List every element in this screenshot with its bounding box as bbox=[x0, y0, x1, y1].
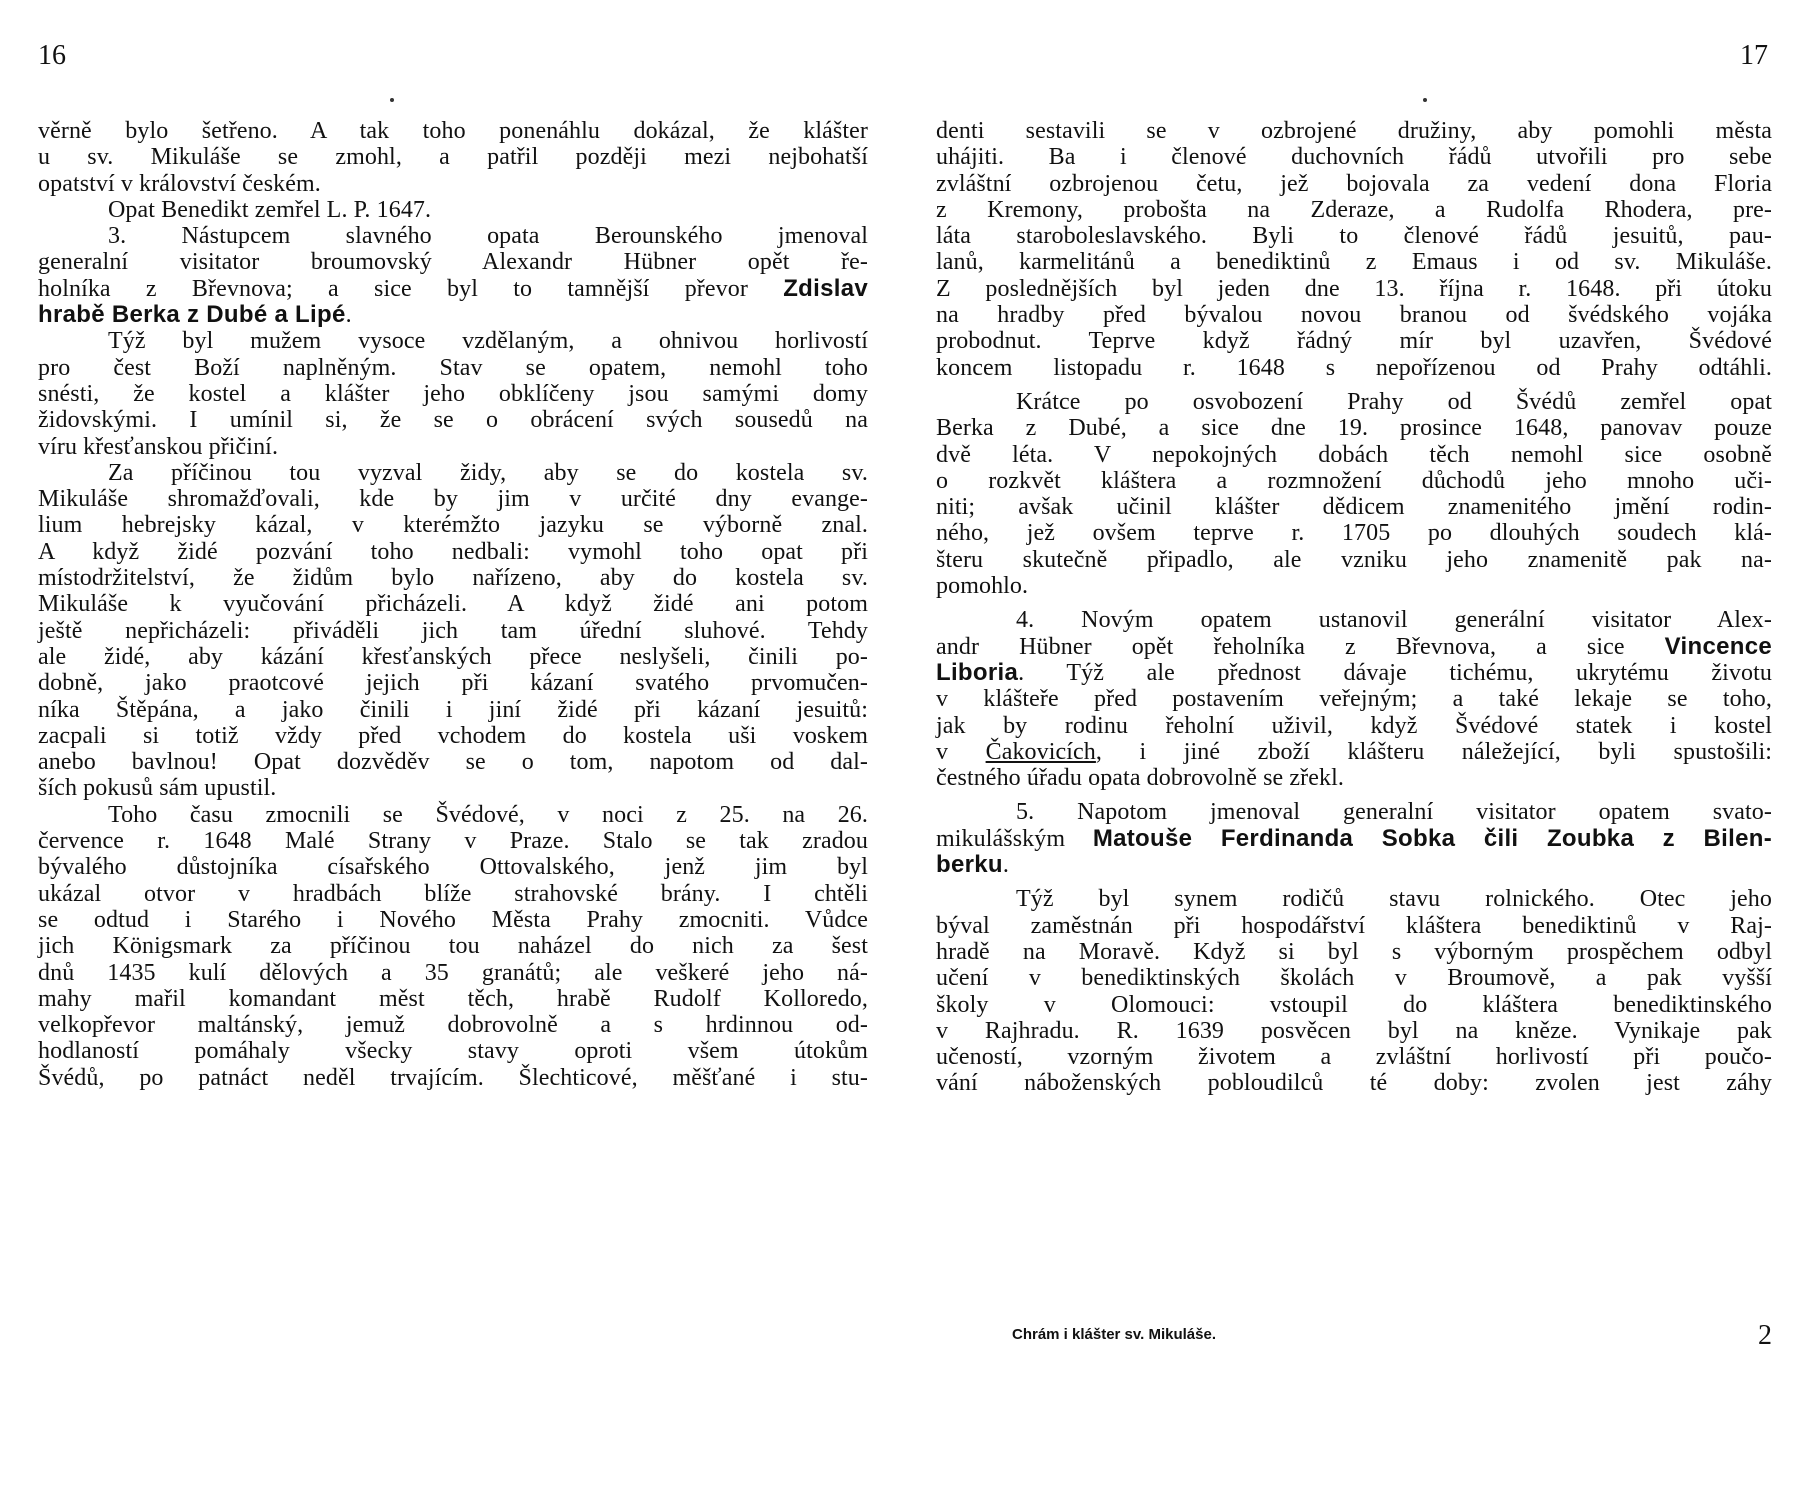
line-text: hodlaností pomáhaly všecky stavy oproti všem útokům bbox=[38, 1038, 868, 1065]
line-text: dnů 1435 kulí dělových a 35 granátů; ale veškeré jeho ná- bbox=[38, 959, 868, 986]
line-text: dvě léta. V nepokojných dobách těch nemohl sice osobně bbox=[936, 441, 1772, 468]
text-line bbox=[936, 302, 1772, 328]
text-line bbox=[38, 749, 868, 775]
page-footer bbox=[936, 1320, 1772, 1354]
paragraph-gap bbox=[936, 791, 1772, 799]
line-text: jich Königsmark za příčinou tou naházel do nich za šest bbox=[38, 933, 868, 960]
line-text: zacpali si totiž vždy před vchodem do kostela uši voskem bbox=[38, 722, 868, 749]
line-text: lium hebrejsky kázal, v kterémžto jazyku se výborně znal. bbox=[38, 512, 868, 539]
line-text: koncem listopadu r. 1648 s nepořízenou od Prahy odtáhli. bbox=[936, 354, 1772, 381]
text-column bbox=[936, 118, 1772, 1097]
line-text: u sv. Mikuláše se zmohl, a patřil později mezi nejbohatší bbox=[38, 144, 868, 171]
line-text: býval zaměstnán při hospodářství kláštera benediktinů v Raj- bbox=[936, 912, 1772, 939]
text-line bbox=[38, 512, 868, 538]
line-text-after: . Týž ale přednost dávaje tichému, ukrytému životu bbox=[1018, 659, 1772, 686]
bold-name: Liboria bbox=[936, 658, 1019, 686]
paragraph-gap bbox=[936, 381, 1772, 389]
text-line bbox=[936, 939, 1772, 965]
paragraph-gap bbox=[936, 599, 1772, 607]
line-text: v klášteře před postavením veřejným; a také lekaje se toho, bbox=[936, 686, 1772, 713]
line-text: Mikuláše shromažďovali, kde by jim v určité dny evange- bbox=[38, 486, 868, 513]
text-line bbox=[936, 144, 1772, 170]
line-text: ších pokusů sám upustil. bbox=[38, 775, 277, 802]
text-line bbox=[38, 460, 868, 486]
text-line bbox=[38, 539, 868, 565]
line-text: ukázal otvor v hradbách blíže strahovské brány. I chtěli bbox=[38, 880, 868, 907]
text-line bbox=[936, 739, 1772, 765]
line-text: v bbox=[936, 738, 986, 765]
line-text: Z poslednějších byl jeden dne 13. října r. 1648. při útoku bbox=[936, 275, 1772, 302]
line-text: víru křesťanskou přičiní. bbox=[38, 433, 279, 460]
line-text: Krátce po osvobození Prahy od Švédů zemřel opat bbox=[1016, 388, 1772, 415]
text-line bbox=[38, 381, 868, 407]
line-text-after: . bbox=[1002, 852, 1009, 879]
text-line bbox=[38, 1012, 868, 1038]
text-line bbox=[936, 442, 1772, 468]
text-line bbox=[936, 249, 1772, 275]
text-line bbox=[936, 713, 1772, 739]
line-text: pomohlo. bbox=[936, 573, 1029, 600]
text-line bbox=[936, 197, 1772, 223]
text-line bbox=[38, 302, 868, 328]
text-line bbox=[936, 171, 1772, 197]
line-text: mikulášským bbox=[936, 825, 1093, 852]
printer-dot bbox=[390, 98, 394, 102]
text-line bbox=[936, 886, 1772, 912]
line-text: místodržitelství, že židům bylo nařízeno, aby do kostela sv. bbox=[38, 565, 868, 592]
text-line bbox=[38, 986, 868, 1012]
text-line bbox=[936, 328, 1772, 354]
bold-name: Matouše Ferdinanda Sobka čili Zoubka z Bilen- bbox=[1092, 824, 1772, 852]
bold-name: Zdislav bbox=[783, 274, 868, 302]
text-line bbox=[936, 1044, 1772, 1070]
text-line bbox=[38, 276, 868, 302]
line-text: ale židé, aby kázání křesťanských přece neslyšeli, činili po- bbox=[38, 643, 868, 670]
line-text: velkopřevor maltánský, jemuž dobrovolně a s hrdinnou od- bbox=[38, 1012, 868, 1039]
signature-mark: 2 bbox=[1758, 1320, 1772, 1351]
text-line bbox=[936, 826, 1772, 852]
text-line bbox=[38, 355, 868, 381]
paragraph-gap bbox=[936, 878, 1772, 886]
text-line bbox=[38, 775, 868, 801]
line-text: uhájiti. Ba i členové duchovních řádů utvořili pro sebe bbox=[936, 144, 1772, 171]
text-line bbox=[936, 634, 1772, 660]
line-text: ného, jež ovšem teprve r. 1705 po dlouhých soudech klá- bbox=[936, 520, 1772, 547]
text-line bbox=[38, 618, 868, 644]
text-line bbox=[936, 494, 1772, 520]
line-text: dobně, jako praotcové jejich při kázaní svatého prvomučen- bbox=[38, 670, 868, 697]
line-text: se odtud i Starého i Nového Města Prahy zmocniti. Vůdce bbox=[38, 906, 868, 933]
text-line bbox=[38, 802, 868, 828]
line-text: Týž byl mužem vysoce vzdělaným, a ohnivou horlivostí bbox=[108, 328, 868, 355]
line-text: z Kremony, probošta na Zderaze, a Rudolfa Rhodera, pre- bbox=[936, 196, 1772, 223]
line-text-after: . bbox=[345, 302, 352, 329]
text-line bbox=[38, 1065, 868, 1091]
text-line bbox=[38, 854, 868, 880]
text-line bbox=[936, 547, 1772, 573]
text-line bbox=[936, 1018, 1772, 1044]
text-line bbox=[936, 607, 1772, 633]
line-text: čestného úřadu opata dobrovolně se zřekl. bbox=[936, 765, 1344, 792]
text-line bbox=[38, 723, 868, 749]
line-text: školy v Olomouci: vstoupil do kláštera benediktinského bbox=[936, 991, 1772, 1018]
right-page bbox=[900, 0, 1798, 1500]
line-text: na hradby před bývalou novou branou od švédského vojáka bbox=[936, 302, 1772, 329]
text-line bbox=[936, 913, 1772, 939]
line-text: židovskými. I umínil si, že se o obrácení svých sousedů na bbox=[38, 407, 868, 434]
line-text: vání náboženských pobloudilců té doby: zvolen jest záhy bbox=[936, 1070, 1772, 1097]
line-text: 5. Napotom jmenoval generalní visitator opatem svato- bbox=[1016, 799, 1772, 826]
line-text: opatství v království českém. bbox=[38, 170, 321, 197]
bold-name: berku bbox=[936, 851, 1003, 879]
text-line bbox=[38, 960, 868, 986]
line-text: Toho času zmocnili se Švédové, v noci z 25. na 26. bbox=[108, 801, 868, 828]
line-text: pro čest Boží naplněným. Stav se opatem, nemohl toho bbox=[38, 354, 868, 381]
text-line bbox=[38, 407, 868, 433]
footnote-title: Chrám i klášter sv. Mikuláše. bbox=[1012, 1326, 1216, 1343]
text-line bbox=[936, 355, 1772, 381]
text-line bbox=[936, 1070, 1772, 1096]
page-number: 17 bbox=[1740, 40, 1768, 71]
text-line bbox=[936, 520, 1772, 546]
line-text: v Rajhradu. R. 1639 posvěcen byl na kněze. Vynikaje pak bbox=[936, 1017, 1772, 1044]
text-line bbox=[38, 907, 868, 933]
text-line bbox=[936, 799, 1772, 825]
text-line bbox=[936, 276, 1772, 302]
text-line bbox=[936, 389, 1772, 415]
text-line bbox=[38, 881, 868, 907]
text-line bbox=[936, 660, 1772, 686]
text-line bbox=[936, 965, 1772, 991]
text-line bbox=[936, 765, 1772, 791]
text-line bbox=[38, 144, 868, 170]
text-line bbox=[38, 118, 868, 144]
line-text: láta staroboleslavského. Byli to členové řádů jesuitů, pau- bbox=[936, 223, 1772, 250]
text-line bbox=[38, 249, 868, 275]
printer-dot bbox=[1423, 98, 1427, 102]
line-text-after: , i jiné zboží klášteru náležející, byli spustošili: bbox=[1095, 738, 1773, 765]
line-text: Týž byl synem rodičů stavu rolnického. Otec jeho bbox=[1016, 886, 1772, 913]
text-line bbox=[38, 644, 868, 670]
text-line bbox=[38, 486, 868, 512]
text-line bbox=[936, 223, 1772, 249]
text-line bbox=[936, 992, 1772, 1018]
line-text: Švédů, po patnáct neděl trvajícím. Šlechticové, měšťané i stu- bbox=[38, 1064, 868, 1091]
line-text: hradě na Moravě. Když si byl s výborným prospěchem odbyl bbox=[936, 938, 1772, 965]
text-column bbox=[38, 118, 868, 1091]
text-line bbox=[38, 565, 868, 591]
line-text: A když židé pozvání toho nedbali: vymohl toho opat při bbox=[38, 538, 868, 565]
line-text: snésti, že kostel a klášter jeho obklíčeny jsou samými domy bbox=[38, 380, 868, 407]
line-text: věrně bylo šetřeno. A tak toho ponenáhlu dokázal, že klášter bbox=[38, 118, 868, 144]
line-text: Mikuláše k vyučování přicházeli. A když židé ani potom bbox=[38, 591, 868, 618]
line-text: mahy mařil komandant měst těch, hrabě Rudolf Kolloredo, bbox=[38, 985, 868, 1012]
line-text: bývalého důstojníka císařského Ottovalského, jenž jim byl bbox=[38, 854, 868, 881]
text-line bbox=[936, 573, 1772, 599]
line-text: generalní visitator broumovský Alexandr Hübner opět ře- bbox=[38, 249, 868, 276]
line-text: 3. Nástupcem slavného opata Berounského jmenoval bbox=[108, 223, 868, 250]
line-text: o rozkvět kláštera a rozmnožení důchodů jeho mnoho uči- bbox=[936, 467, 1772, 494]
text-line bbox=[936, 468, 1772, 494]
line-text: učení v benediktinských školách v Broumově, a pak vyšší bbox=[936, 965, 1772, 992]
text-line bbox=[38, 197, 868, 223]
line-text: Za příčinou tou vyzval židy, aby se do kostela sv. bbox=[108, 459, 868, 486]
line-text: ještě nepřicházeli: přiváděli jich tam úřední sluhové. Tehdy bbox=[38, 617, 868, 644]
bold-name: hrabě Berka z Dubé a Lipé bbox=[38, 301, 346, 329]
text-line bbox=[936, 118, 1772, 144]
text-line bbox=[38, 670, 868, 696]
text-line bbox=[38, 591, 868, 617]
text-line bbox=[38, 171, 868, 197]
line-text: Opat Benedikt zemřel L. P. 1647. bbox=[108, 196, 432, 223]
line-text: holníka z Břevnova; a sice byl to tamnější převor bbox=[38, 275, 784, 302]
line-text: 4. Novým opatem ustanovil generální visitator Alex- bbox=[1016, 607, 1772, 634]
text-line bbox=[38, 1038, 868, 1064]
line-text: andr Hübner opět řeholníka z Břevnova, a sice bbox=[936, 633, 1665, 660]
line-text: jak by rodinu řeholní uživil, když Švédové statek i kostel bbox=[936, 712, 1772, 739]
line-text: anebo bavlnou! Opat dozvěděv se o tom, napotom od dal- bbox=[38, 749, 868, 776]
line-text: niti; avšak učinil klášter dědicem znamenitého jmění rodin- bbox=[936, 494, 1772, 521]
line-text: učeností, vzorným životem a zvláštní horlivostí při poučo- bbox=[936, 1044, 1772, 1071]
line-text: šteru skutečně připadlo, ale vzniku jeho znamenitě pak na- bbox=[936, 546, 1772, 573]
text-line bbox=[38, 328, 868, 354]
page-number: 16 bbox=[38, 40, 66, 71]
text-line bbox=[38, 828, 868, 854]
line-text: probodnut. Teprve když řádný mír byl uzavřen, Švédové bbox=[936, 328, 1772, 355]
text-line bbox=[38, 434, 868, 460]
text-line bbox=[38, 933, 868, 959]
text-line bbox=[936, 686, 1772, 712]
line-text: denti sestavili se v ozbrojené družiny, aby pomohli města bbox=[936, 118, 1772, 144]
line-text: července r. 1648 Malé Strany v Praze. Stalo se tak zradou bbox=[38, 828, 868, 855]
underlined-word: Čakovicích bbox=[985, 738, 1096, 765]
line-text: níka Štěpána, a jako činili i jiní židé při kázaní jesuitů: bbox=[38, 696, 868, 723]
line-text: zvláštní ozbrojenou četu, jež bojovala za vedení dona Floria bbox=[936, 170, 1772, 197]
text-line bbox=[936, 415, 1772, 441]
text-line bbox=[936, 852, 1772, 878]
text-line bbox=[38, 697, 868, 723]
text-line bbox=[38, 223, 868, 249]
line-text: Berka z Dubé, a sice dne 19. prosince 1648, panovav pouze bbox=[936, 415, 1772, 442]
bold-name: Vincence bbox=[1664, 632, 1772, 660]
line-text: lanů, karmelitánů a benediktinů z Emaus i od sv. Mikuláše. bbox=[936, 249, 1772, 276]
